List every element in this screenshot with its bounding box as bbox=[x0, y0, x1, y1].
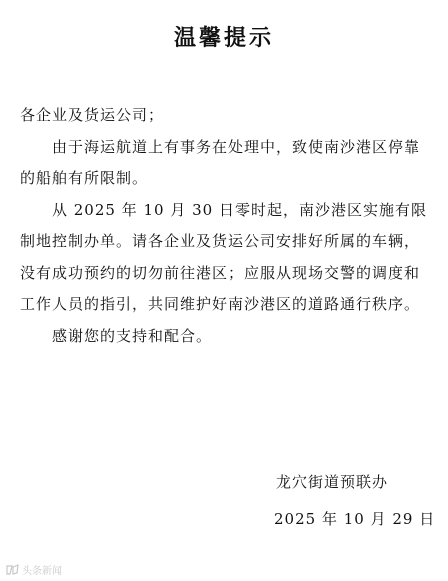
notice-paragraph-3: 感谢您的支持和配合。 bbox=[52, 326, 213, 345]
watermark bbox=[6, 562, 62, 577]
signature-organization: 龙穴街道预联办 bbox=[276, 473, 389, 491]
notice-title: 温馨提示 bbox=[173, 26, 274, 51]
notice-body bbox=[20, 100, 430, 352]
notice-paragraph-2: 从 2025 年 10 月 30 日零时起，南沙港区实施有限制地控制办单。请各企业及货运公司安排好所属的车辆，没有成功预约的切勿前往港区；应服从现场交警的调度和工作人员的指引，共同维护好南沙港区的道路通行秩序。 bbox=[20, 200, 427, 313]
watermark-logo-icon bbox=[6, 564, 20, 576]
signature-date: 2025 年 10 月 29 日 bbox=[274, 510, 436, 528]
watermark-text: 头条新闻 bbox=[22, 566, 62, 577]
notice-paragraph-1: 由于海运航道上有事务在处理中，致使南沙港区停靠的船舶有所限制。 bbox=[20, 137, 421, 187]
notice-salutation: 各企业及货运公司； bbox=[20, 106, 165, 124]
